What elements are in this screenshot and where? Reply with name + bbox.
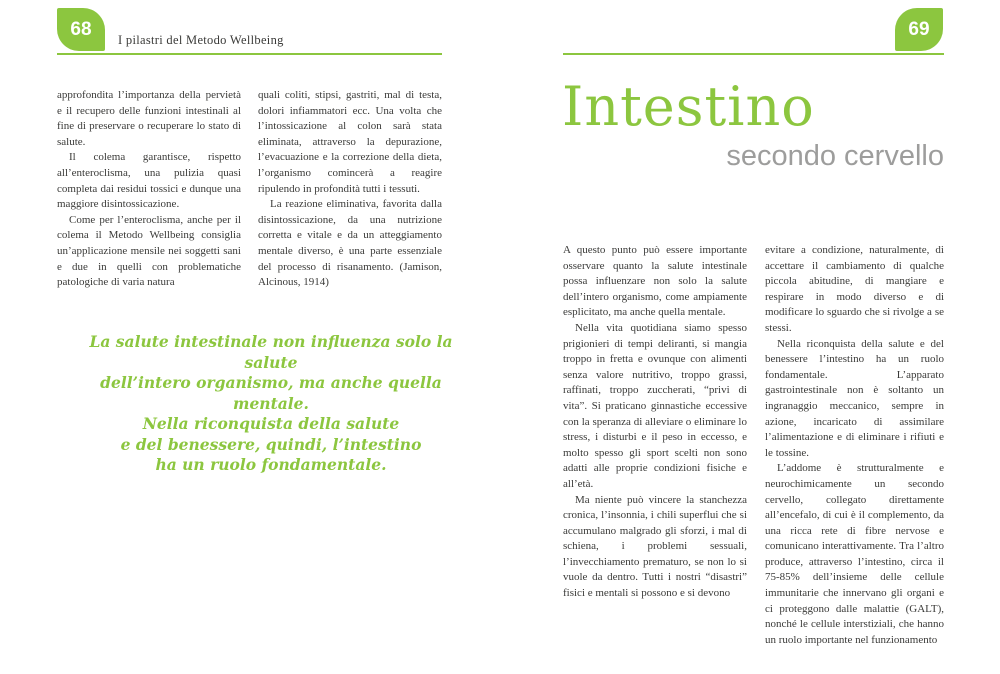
- left-page-column-1: [57, 88, 241, 291]
- paragraph: quali coliti, stipsi, gastriti, mal di testa, dolori infiammatori ecc. Una volta che l’intossicazione al colon sarà stata eliminata, attraverso la depurazione, l’evacuazione e la correzione della dieta, l’organismo comincerà a reagire ripulendo in profondità tutti i tessuti.: [258, 89, 442, 195]
- right-page-column-2: [765, 243, 944, 648]
- page-number-badge-left: [57, 8, 105, 51]
- pull-quote: La salute intestinale non influenza solo la salute dell’intero organismo, ma anche quella mentale. Nella riconquista della salute e del benessere, quindi, l’intestino ha un ruolo fondamentale.: [89, 332, 453, 474]
- paragraph: Ma niente può vincere la stanchezza cronica, l’insonnia, i chili superflui che si accumulano malgrado gli sforzi, i mal di schiena, i problemi sessuali, l’invecchiamento prematuro, se non lo si vuole da dentro. Tutti i nostri “disastri” fisici e mentali si possono e si devono: [563, 493, 747, 600]
- left-page-column-2: [258, 88, 442, 291]
- right-page-column-1: [563, 243, 747, 602]
- header-rule-left: [57, 53, 442, 55]
- running-header: I pilastri del Metodo Wellbeing: [118, 33, 284, 47]
- paragraph: Come per l’enteroclisma, anche per il colema il Metodo Wellbeing consiglia un’applicazione mensile nei soggetti sani e due in quelli con problematiche patologiche di varia natura: [57, 213, 241, 289]
- paragraph: Nella riconquista della salute e del benessere l’intestino ha un ruolo fondamentale. L’apparato gastrointestinale non è soltanto un ingranaggio meccanico, sempre in azione, incaricato di assimilare l’alimentazione e di eliminare i rifiuti e le tossine.: [765, 337, 944, 459]
- paragraph: Il colema garantisce, rispetto all’enteroclisma, una pulizia quasi completa dai residui tossici e dunque una maggiore disintossicazione.: [57, 151, 241, 211]
- paragraph: approfondita l’importanza della pervietà e il recupero delle funzioni intestinali al fine di preservare o recuperare lo stato di salute.: [57, 89, 241, 148]
- chapter-subtitle: secondo cervello: [726, 140, 944, 172]
- paragraph: L’addome è strutturalmente e neurochimicamente un secondo cervello, collegato direttamente all’encefalo, di cui è il complemento, da una ricca rete di fibre nervose e comunicano interattivamente. Tra l’altro produce, attraverso l’intestino, circa il 75-85% dell’insieme delle cellule immunitarie che innervano gli organi e ci proteggono dalle malattie (GALT), nonché le cellule interstiziali, che hanno un ruolo importante nel funzionamento: [765, 462, 944, 646]
- page-number-right: 69: [908, 18, 930, 40]
- header-rule-right: [563, 53, 944, 55]
- paragraph: La reazione eliminativa, favorita dalla disintossicazione, da una nutrizione corretta e vitale e da un atteggiamento mentale diverso, è una parte essenziale del processo di risanamento. (Jamison, Alcinous, 1914): [258, 198, 442, 289]
- paragraph: Nella vita quotidiana siamo spesso prigionieri di tempi deliranti, si mangia troppo in fretta e ovunque con alimenti senza valore nutritivo, troppo grassi, raffinati, troppo zuccherati, “privi di vita”. Si praticano ginnastiche eccessive con la speranza di alleviare o eliminare lo stress, i disturbi e il peso in eccesso, e molto spesso gli sport scelti non sono adatti alle proprie condizioni fisiche e all’età.: [563, 321, 747, 490]
- page-number-badge-right: [895, 8, 943, 51]
- chapter-title: Intestino: [562, 75, 815, 138]
- paragraph: evitare a condizione, naturalmente, di accettare il cambiamento di qualche piccola abitudine, di mangiare e respirare in modo diverso e di modificare lo sguardo che si rivolge a se stessi.: [765, 244, 944, 334]
- paragraph: A questo punto può essere importante osservare quanto la salute intestinale possa influenzare non solo la salute dell’intero organismo, come ampiamente esplicitato, ma anche quella mentale.: [563, 244, 747, 319]
- page-number-left: 68: [70, 18, 92, 40]
